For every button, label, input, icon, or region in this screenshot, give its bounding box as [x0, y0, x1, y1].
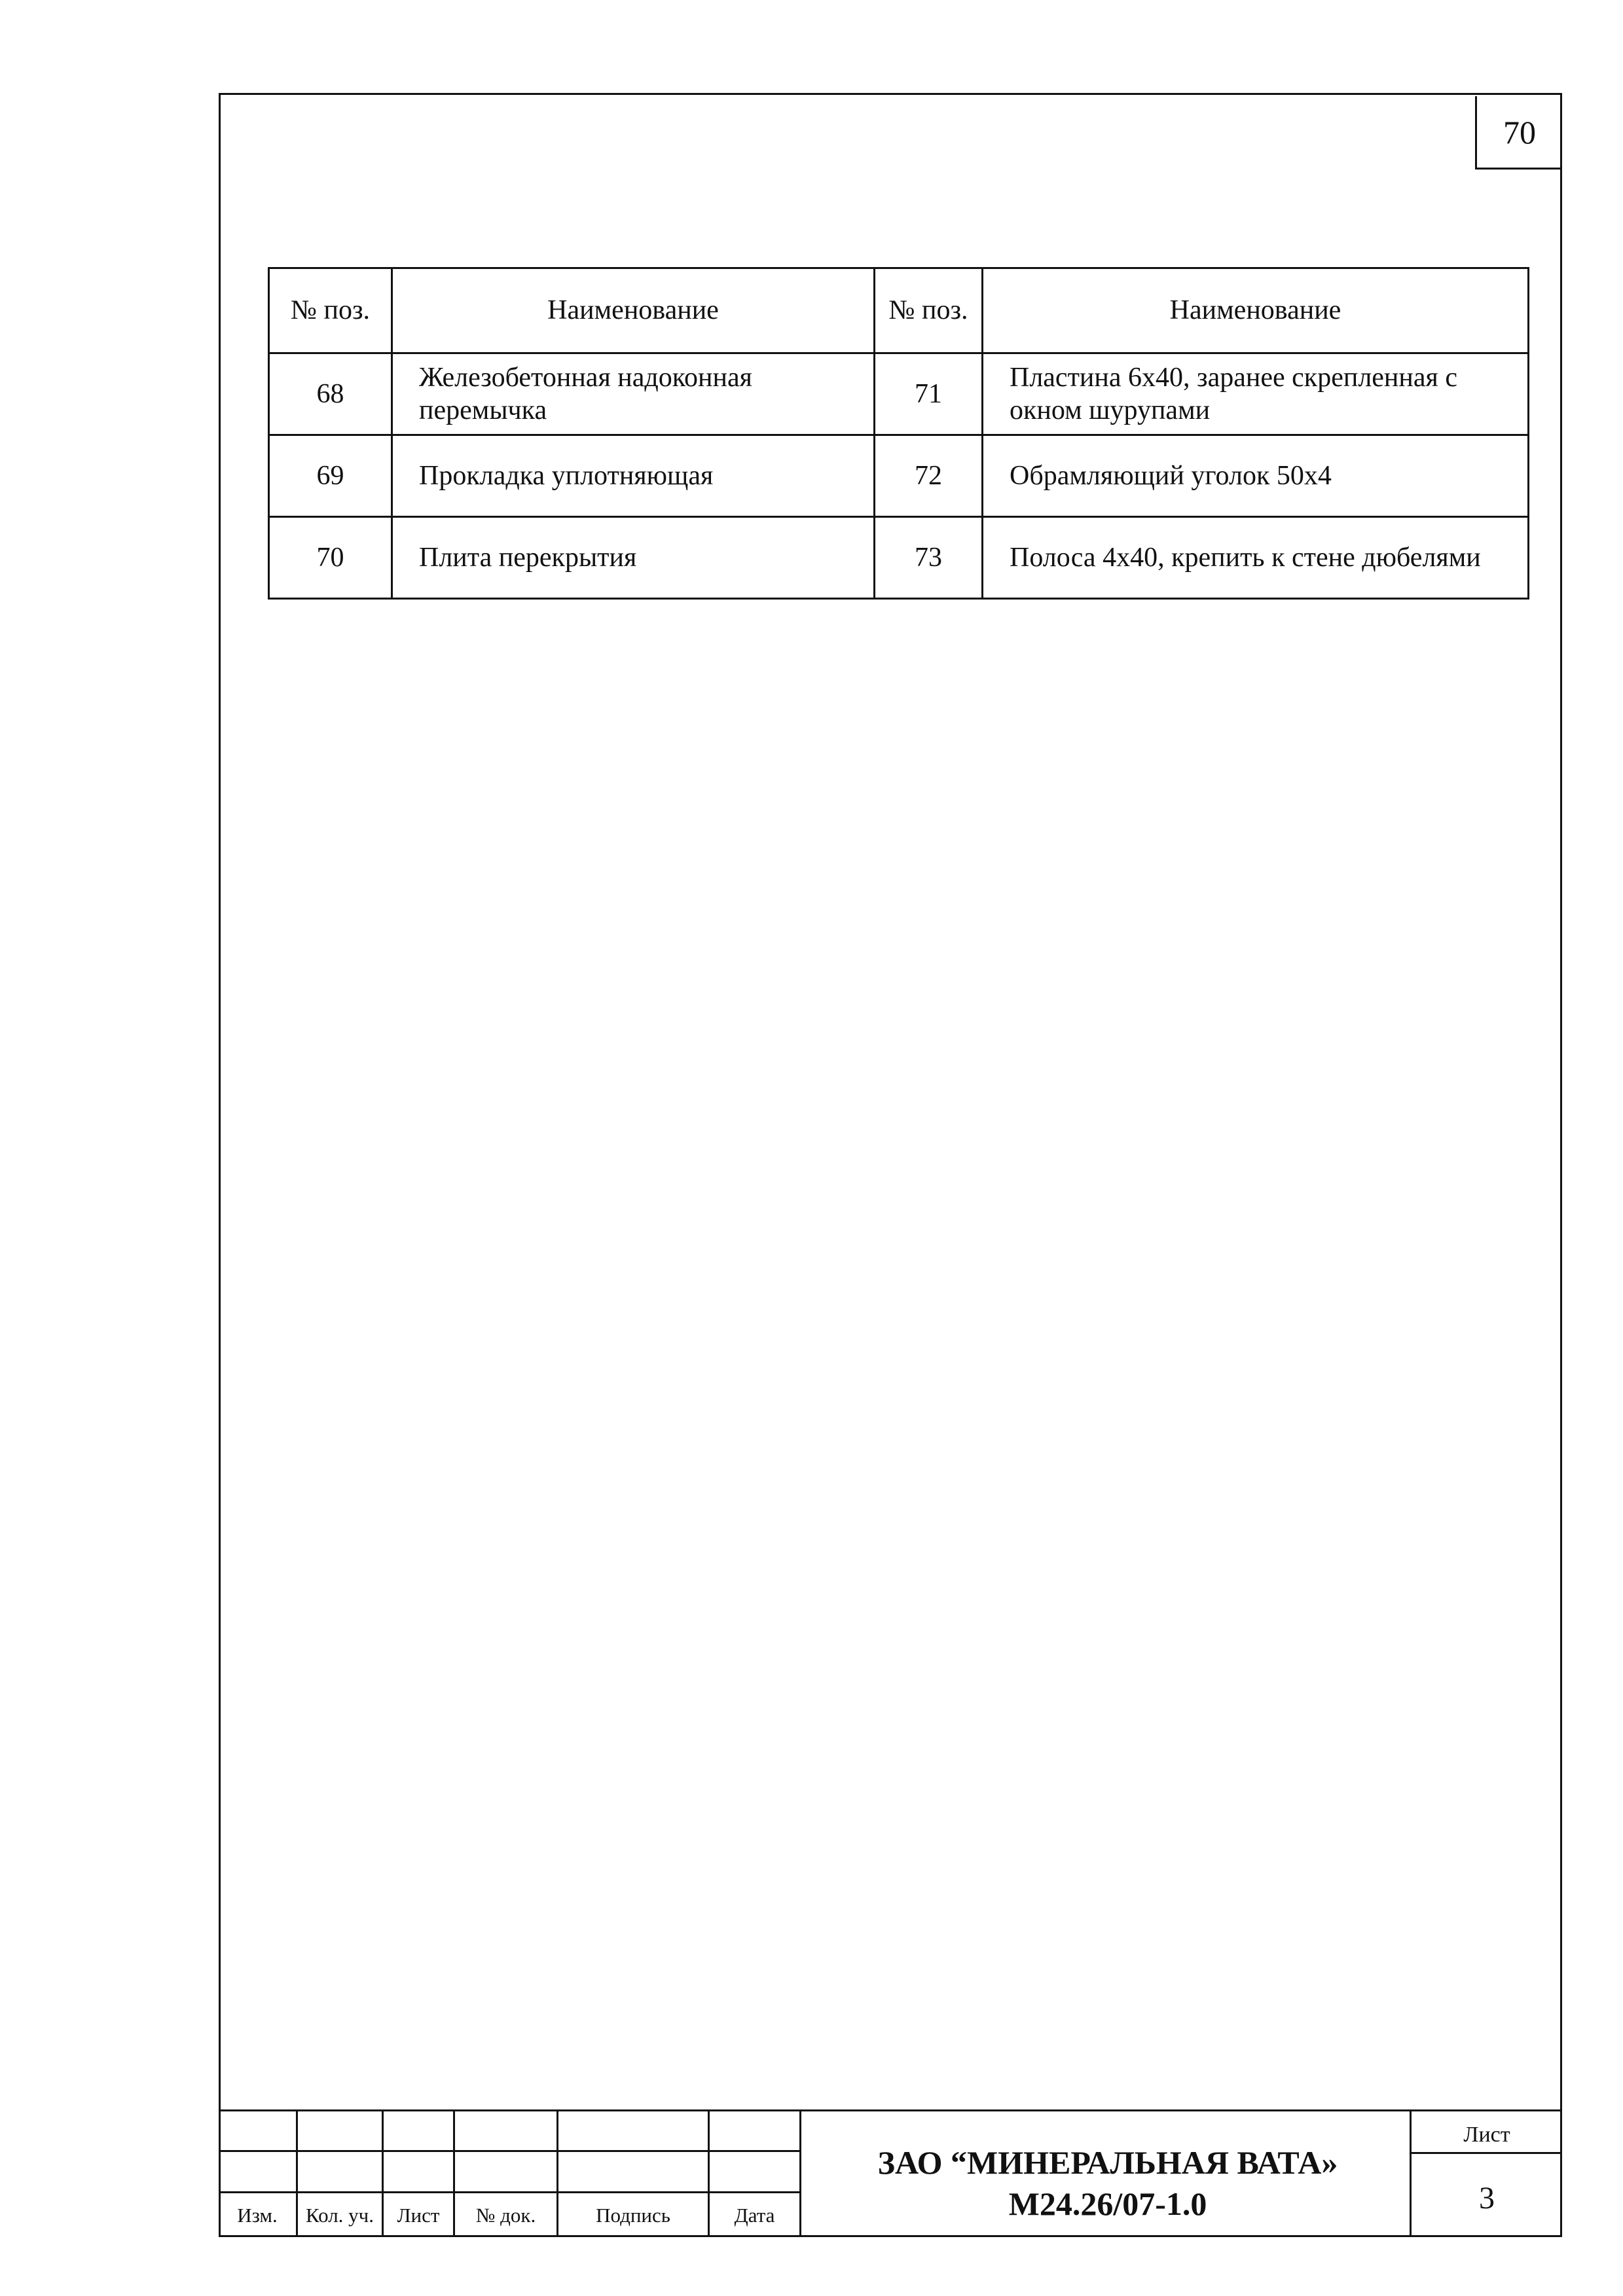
- label-izm: Изм.: [237, 2203, 278, 2227]
- name-cell: Обрамляющий уголок 50х4: [983, 435, 1529, 517]
- pos-cell: 70: [269, 517, 392, 599]
- label-no-dok: № док.: [475, 2203, 536, 2227]
- table-header-row: [269, 268, 1529, 353]
- company-name: ЗАО “МИНЕРАЛЬНАЯ ВАТА»: [877, 2144, 1338, 2181]
- header-name-left: Наименование: [392, 268, 875, 353]
- title-block-row-line: [219, 2150, 801, 2152]
- table-row: [269, 353, 1529, 435]
- title-block-top-line: [219, 2109, 1562, 2111]
- label-data: Дата: [734, 2203, 775, 2227]
- header-name-right: Наименование: [983, 268, 1529, 353]
- table-row: [269, 435, 1529, 517]
- pos-cell: 68: [269, 353, 392, 435]
- pos-cell: 72: [875, 435, 983, 517]
- title-block-col-line: [799, 2109, 801, 2237]
- name-cell: Железобетонная надоконная перемычка: [392, 353, 875, 435]
- label-podpis: Подпись: [596, 2203, 670, 2227]
- sheet-label: Лист: [1463, 2123, 1510, 2147]
- title-block-sheet-line: [1412, 2152, 1562, 2154]
- document-code: М24.26/07-1.0: [1008, 2185, 1207, 2222]
- sheet-value: 3: [1479, 2181, 1495, 2215]
- table-row: [269, 517, 1529, 599]
- name-cell: Прокладка уплотняющая: [392, 435, 875, 517]
- pos-cell: 69: [269, 435, 392, 517]
- header-pos-left: № поз.: [269, 268, 392, 353]
- specification-table: [268, 267, 1529, 600]
- pos-cell: 71: [875, 353, 983, 435]
- pos-cell: 73: [875, 517, 983, 599]
- page-number: 70: [1475, 96, 1562, 170]
- company-title: [807, 2142, 1409, 2224]
- label-kol-uch: Кол. уч.: [305, 2203, 374, 2227]
- name-cell: Пластина 6х40, заранее скрепленная с окном шурупами: [983, 353, 1529, 435]
- label-list: Лист: [397, 2203, 440, 2227]
- name-cell: Плита перекрытия: [392, 517, 875, 599]
- header-pos-right: № поз.: [875, 268, 983, 353]
- title-block: [219, 2109, 1562, 2237]
- name-cell: Полоса 4х40, крепить к стене дюбелями: [983, 517, 1529, 599]
